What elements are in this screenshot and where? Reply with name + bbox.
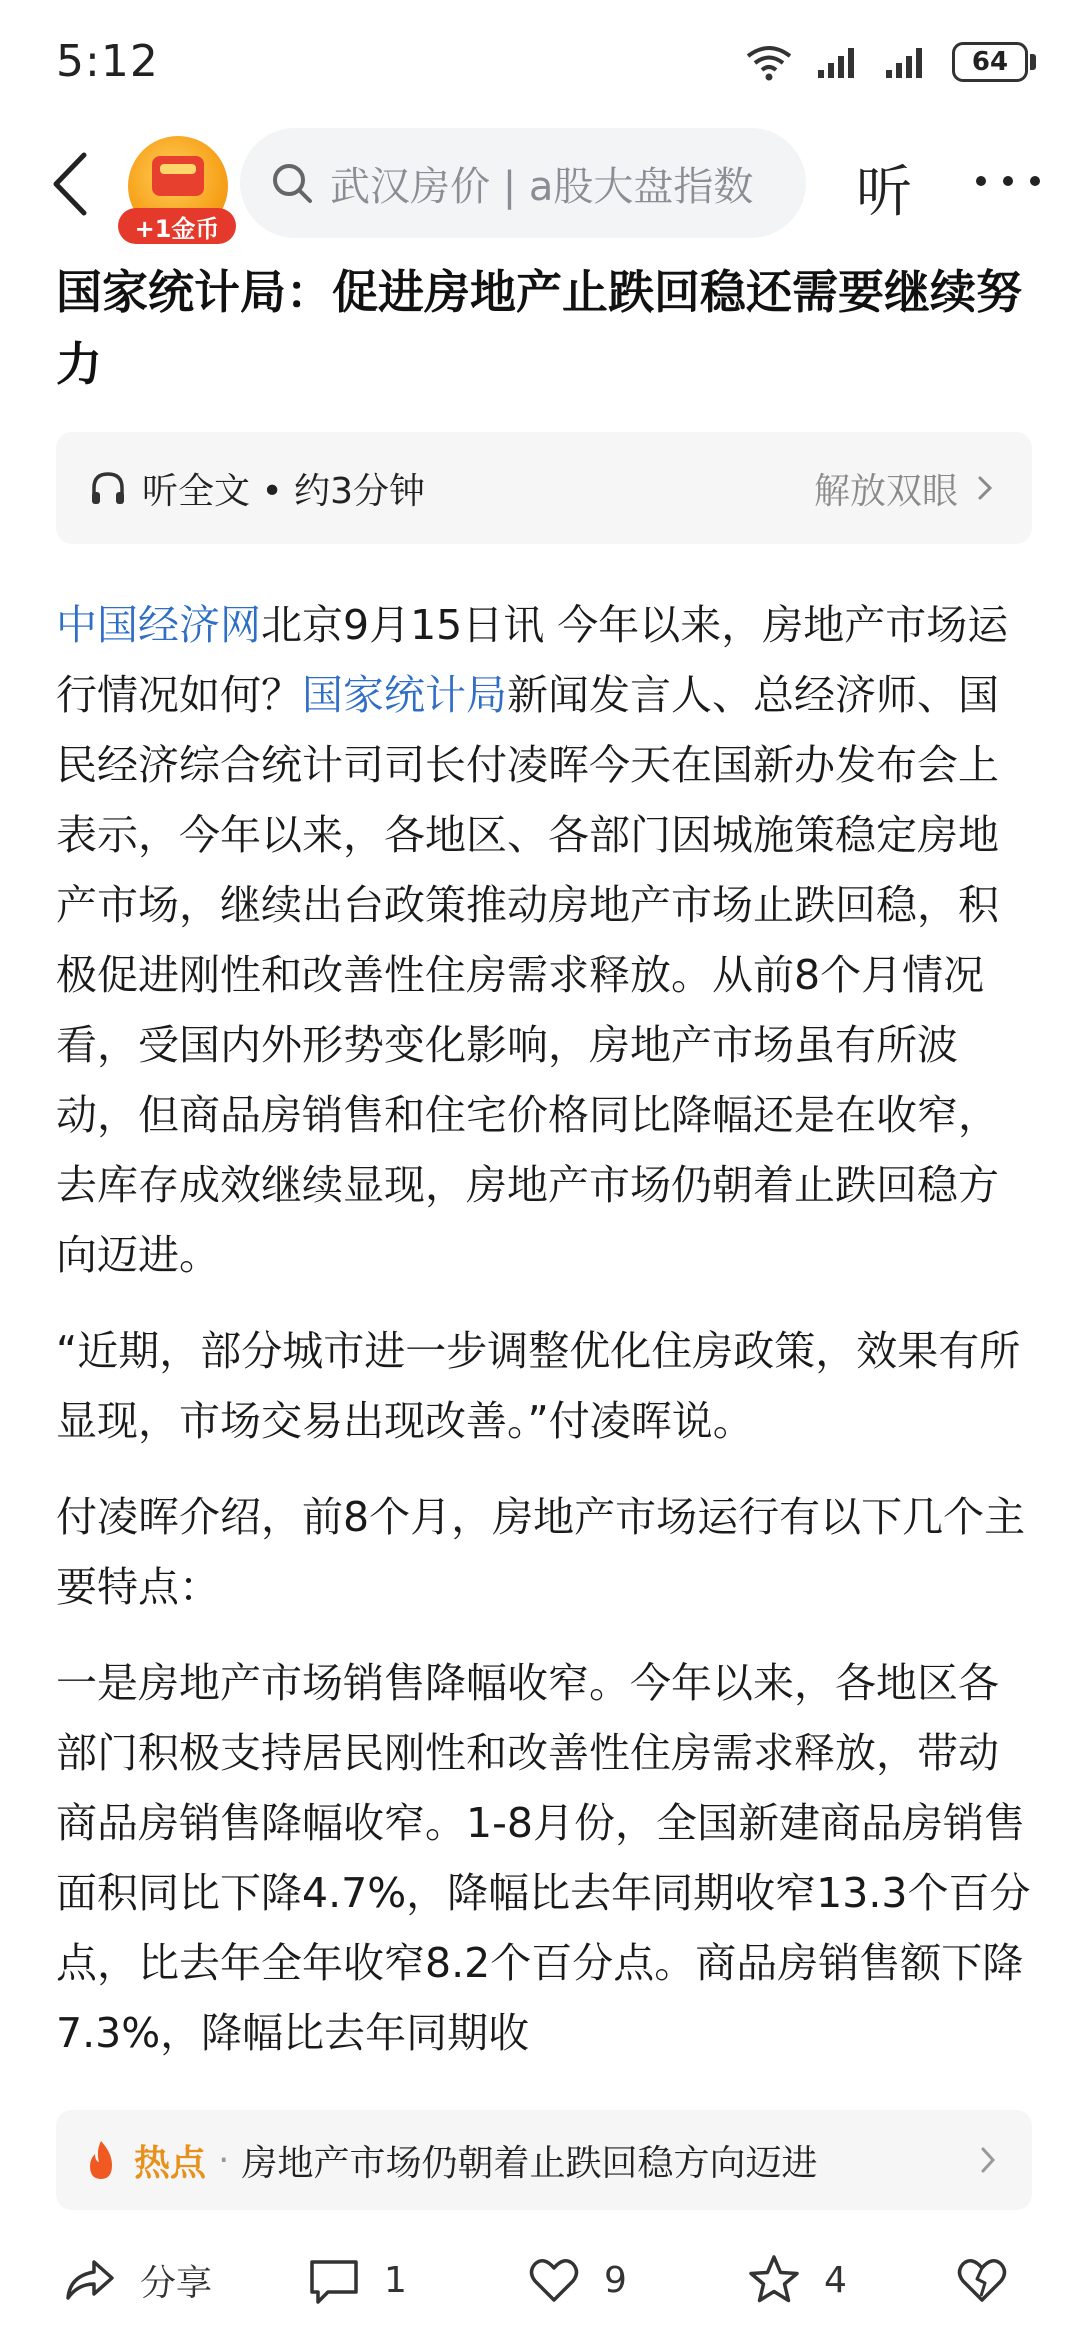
battery-cap (1030, 54, 1036, 70)
paragraph-2: “近期，部分城市进一步调整优化住房政策，效果有所显现，市场交易出现改善。”付凌晖说。 (56, 1327, 1021, 1445)
search-placeholder: 武汉房价 | a股大盘指数 (330, 163, 754, 210)
share-button[interactable] (62, 2250, 212, 2310)
hot-separator: · (218, 2139, 230, 2181)
hot-topic-bar[interactable] (56, 2110, 1032, 2210)
listen-button[interactable]: 听 (856, 160, 912, 225)
paragraph-1-text-a: 北京9月15日讯 今年以来，房地产市场运行情况如何？ (56, 601, 1009, 719)
favorite-button[interactable] (746, 2250, 847, 2310)
search-icon (270, 161, 314, 205)
chevron-right-icon (974, 2146, 1002, 2174)
wifi-icon (744, 42, 794, 82)
status-bar (0, 0, 1080, 120)
headphone-icon (88, 468, 128, 508)
status-time: 5:12 (56, 36, 159, 87)
back-button[interactable] (40, 150, 100, 218)
star-icon (746, 2252, 802, 2308)
more-options-icon[interactable] (976, 156, 1040, 206)
share-label: 分享 (140, 2262, 213, 2304)
listen-full-text-card[interactable] (56, 432, 1032, 544)
paragraph-1-text-b: 新闻发言人、总经济师、国民经济综合统计司司长付凌晖今天在国新办发布会上表示，今年以来，各地区、各部门因城施策稳定房地产市场，继续出台政策推动房地产市场止跌回稳，积极促进刚性和改善性住房需求释放。从前8个月情况看，受国内外形势变化影响，房地产市场虽有所波动，但商品房销售和住宅价格同比降幅还是在收窄，去库存成效继续显现，房地产市场仍朝着止跌回稳方向迈进。 (56, 671, 999, 1279)
status-icons (744, 40, 1036, 84)
like-button[interactable] (526, 2250, 627, 2310)
hot-topic-text: 房地产市场仍朝着止跌回稳方向迈进 (241, 2142, 818, 2184)
back-arrow-icon (50, 151, 90, 217)
hot-label: 热点 (134, 2142, 207, 2184)
favorite-count: 4 (824, 2259, 847, 2301)
link-china-economic-net[interactable]: 中国经济网 (56, 601, 261, 649)
red-envelope-icon (152, 156, 204, 196)
coin-reward-badge[interactable] (118, 136, 236, 242)
bottom-action-bar (0, 2230, 1080, 2330)
chevron-right-icon (972, 475, 998, 501)
paragraph-4: 一是房地产市场销售降幅收窄。今年以来，各地区各部门积极支持居民刚性和改善性住房需求释放，带动商品房销售降幅收窄。1-8月份，全国新建商品房销售面积同比下降4.7%，降幅比去年同期收窄13.3个百分点，比去年全年收窄8.2个百分点。商品房销售额下降7.3%，降幅比去年同期收 (56, 1659, 1031, 2057)
encourage-button[interactable] (954, 2250, 1010, 2310)
signal-icon (816, 44, 862, 80)
share-icon (62, 2252, 118, 2308)
search-input[interactable] (240, 128, 806, 238)
like-count: 9 (604, 2259, 627, 2301)
broken-heart-icon (954, 2252, 1010, 2308)
comment-icon (306, 2252, 362, 2308)
battery-indicator (952, 42, 1036, 82)
eye-free-mode-label: 解放双眼 (813, 470, 958, 512)
flame-icon (82, 2139, 120, 2181)
comment-count: 1 (384, 2259, 407, 2301)
paragraph-3: 付凌晖介绍，前8个月，房地产市场运行有以下几个主要特点： (56, 1493, 1026, 1611)
eye-free-mode-button[interactable] (814, 463, 998, 514)
link-national-bureau-of-statistics[interactable]: 国家统计局 (302, 671, 507, 719)
top-nav (0, 128, 1080, 243)
article-body (56, 590, 1036, 2094)
battery-level: 64 (952, 42, 1028, 82)
paragraph-1 (56, 590, 1036, 1290)
listen-duration-text: 听全文 • 约3分钟 (142, 470, 426, 512)
comment-button[interactable] (306, 2250, 407, 2310)
heart-icon (526, 2252, 582, 2308)
article-title: 国家统计局：促进房地产止跌回稳还需要继续努力 (56, 265, 1022, 391)
coin-label: +1金币 (118, 208, 236, 244)
signal-icon-2 (884, 44, 930, 80)
